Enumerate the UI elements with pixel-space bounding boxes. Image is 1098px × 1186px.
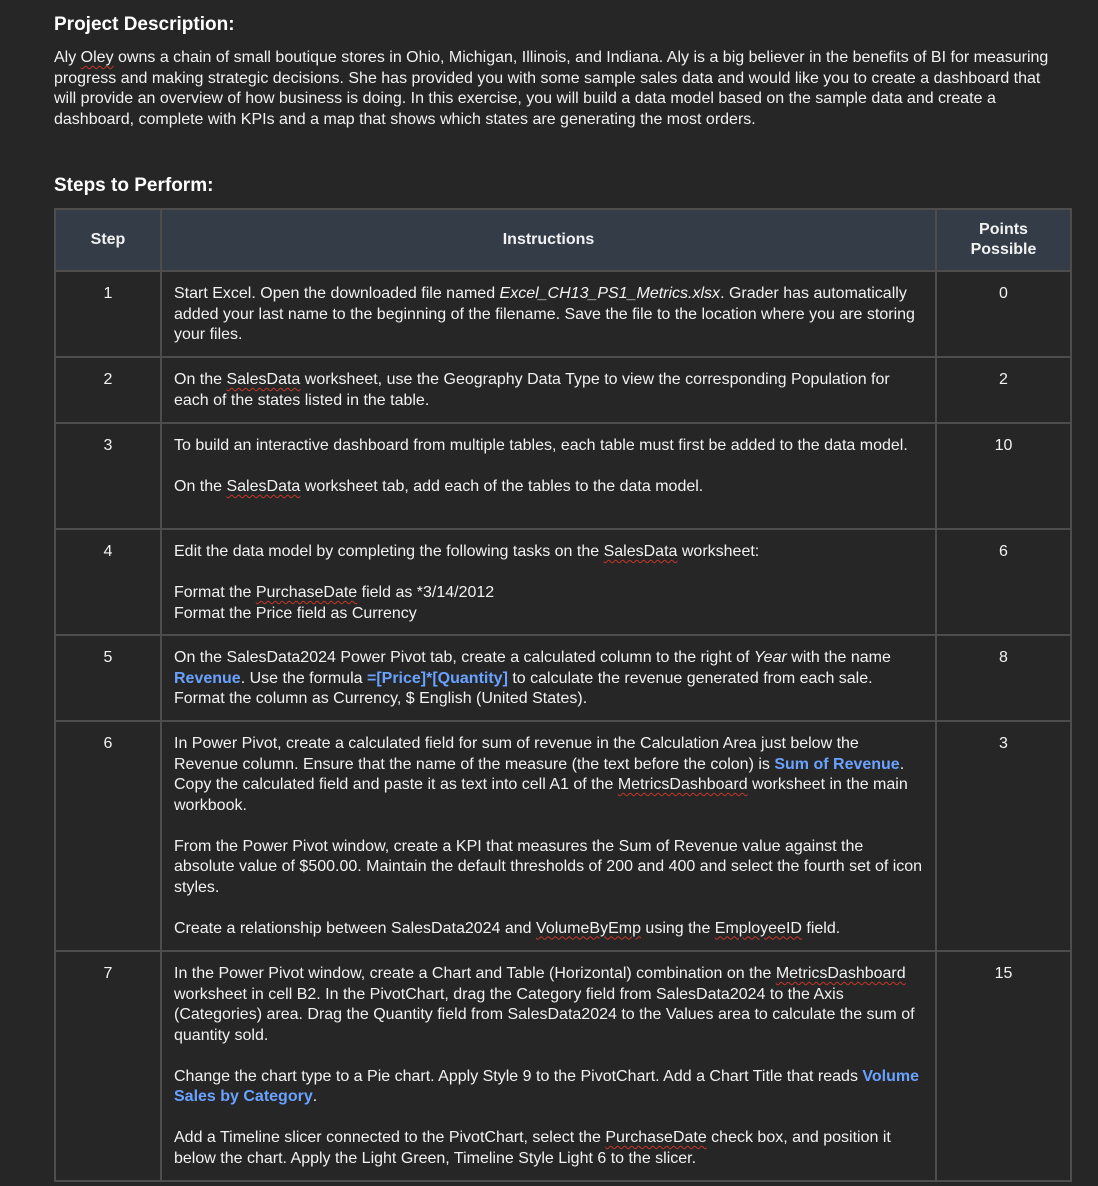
instruction-text: to calculate the revenue generated from each sale. Format the column as Currency, $ English (United States).	[174, 669, 873, 707]
header-step: Step	[55, 209, 161, 271]
points-value: 8	[936, 635, 1071, 721]
table-row	[55, 271, 1071, 357]
desc-name-misspelled: Oley	[80, 49, 114, 66]
worksheet-name: SalesData	[226, 371, 301, 388]
field-name: PurchaseDate	[255, 584, 358, 601]
instruction-text: with the name	[786, 649, 891, 666]
steps-table	[54, 208, 1072, 1182]
instruction-text: In the Power Pivot window, create a Chart and Table (Horizontal) combination on the	[174, 965, 776, 982]
instruction-text: Add a Timeline slicer connected to the PivotChart, select the	[174, 1129, 606, 1146]
instruction-text: check box, and position it below the chart. Apply the Light Green, Timeline Style Light 6 to the slicer.	[174, 1129, 891, 1167]
project-description	[54, 48, 1064, 130]
instruction-paragraph	[174, 734, 923, 816]
table-row	[55, 357, 1071, 423]
instruction-text: worksheet:	[677, 543, 760, 560]
instruction-paragraph	[174, 1067, 923, 1108]
instruction-cell	[161, 357, 936, 423]
points-value: 10	[936, 423, 1071, 529]
points-value: 6	[936, 529, 1071, 635]
desc-text: Aly	[54, 49, 81, 66]
table-row	[55, 721, 1071, 951]
instruction-text: worksheet in the main workbook.	[174, 776, 908, 814]
instruction-text: On the SalesData2024 Power Pivot tab, create a calculated column to the right of	[174, 649, 754, 666]
table-row	[55, 635, 1071, 721]
worksheet-name: SalesData	[226, 478, 301, 495]
worksheet-name: MetricsDashboard	[775, 965, 906, 982]
measure-name-highlight: Sum of Revenue	[774, 755, 900, 773]
instruction-text: worksheet, use the Geography Data Type to view the corresponding Population for each of the states listed in the table.	[174, 371, 890, 409]
worksheet-name: SalesData	[603, 543, 678, 560]
instruction-text: . Copy the calculated field and paste it as text into cell A1 of the	[174, 755, 905, 793]
file-name: Excel_CH13_PS1_Metrics.xlsx	[499, 285, 721, 302]
instruction-text: Create a relationship between SalesData2024 and	[174, 919, 537, 937]
points-value: 15	[936, 951, 1071, 1181]
step-number: 2	[55, 357, 161, 423]
table-header-row	[55, 209, 1071, 271]
instruction-text: field as *3/14/2012	[357, 584, 495, 601]
step-number: 1	[55, 271, 161, 357]
instruction-paragraph: To build an interactive dashboard from multiple tables, each table must first be added to the data model.	[174, 437, 908, 454]
field-name: PurchaseDate	[605, 1129, 707, 1146]
instruction-text: worksheet tab, add each of the tables to the data model.	[300, 478, 704, 495]
instruction-paragraph	[174, 964, 923, 1046]
instruction-text: using the	[640, 919, 715, 937]
instruction-text: worksheet in cell B2. In the PivotChart, drag the Category field from SalesData2024 to the Axis (Categories) area. Drag the Quantity field from SalesData2024 to the Values area to calculate the sum of quantity sold.	[174, 985, 915, 1044]
header-points	[936, 209, 1071, 271]
points-value: 3	[936, 721, 1071, 951]
table-name: VolumeByEmp	[536, 919, 641, 937]
instruction-text: field.	[801, 919, 841, 937]
instruction-cell	[161, 951, 936, 1181]
header-points-line1: Points	[979, 220, 1028, 238]
instruction-text: . Grader has automatically added your last name to the beginning of the filename. Save the file to the location where you are storing your files.	[174, 285, 915, 343]
instruction-text: Start Excel. Open the downloaded file named	[174, 285, 500, 302]
step-number: 4	[55, 529, 161, 635]
table-row	[55, 423, 1071, 529]
step-number: 7	[55, 951, 161, 1181]
instruction-text: On the	[174, 478, 227, 495]
instruction-cell	[161, 271, 936, 357]
instruction-text: Format the Price field as Currency	[174, 604, 417, 622]
instruction-cell	[161, 423, 936, 529]
instruction-cell	[161, 635, 936, 721]
points-value: 2	[936, 357, 1071, 423]
instruction-text: Format the	[174, 584, 256, 601]
instruction-paragraph	[174, 284, 923, 346]
revenue-highlight: Revenue	[174, 669, 241, 687]
table-row	[55, 951, 1071, 1181]
instruction-paragraph	[174, 1128, 923, 1169]
instruction-cell	[161, 721, 936, 951]
instruction-cell	[161, 529, 936, 635]
worksheet-name: MetricsDashboard	[617, 776, 748, 793]
instruction-text: On the	[174, 371, 227, 388]
header-instructions: Instructions	[161, 209, 936, 271]
instruction-paragraph	[174, 919, 923, 940]
instruction-text: Change the chart type to a Pie chart. Apply Style 9 to the PivotChart. Add a Chart Title that reads	[174, 1067, 863, 1085]
instruction-text: . Use the formula	[240, 669, 367, 687]
points-value: 0	[936, 271, 1071, 357]
step-number: 5	[55, 635, 161, 721]
step-number: 3	[55, 423, 161, 529]
column-name-italic: Year	[753, 649, 787, 666]
instruction-text: .	[312, 1088, 318, 1105]
desc-text: owns a chain of small boutique stores in Ohio, Michigan, Illinois, and Indiana. Aly is a big believer in the benefits of BI for measuring progress and making strategic decisions. She has provided you with some sample sales data and would like you to create a dashboard that will provide an overview of how business is doing. In this exercise, you will build a data model based on the sample data and create a dashboard, complete with KPIs and a map that shows which states are generating the most orders.	[54, 49, 1049, 128]
step-number: 6	[55, 721, 161, 951]
project-description-heading: Project Description:	[54, 14, 235, 35]
instruction-text: Edit the data model by completing the following tasks on the	[174, 543, 604, 560]
instruction-text: In Power Pivot, create a calculated field for sum of revenue in the Calculation Area just below the Revenue column. Ensure that the name of the measure (the text before the colon) is	[174, 735, 859, 773]
table-row	[55, 529, 1071, 635]
instruction-paragraph	[174, 370, 923, 411]
instruction-paragraph	[174, 648, 923, 710]
field-name: EmployeeID	[714, 919, 802, 937]
header-points-line2: Possible	[970, 241, 1037, 258]
instruction-paragraph	[174, 542, 923, 563]
instruction-paragraph	[174, 477, 923, 498]
steps-heading: Steps to Perform:	[54, 175, 214, 196]
instruction-paragraph	[174, 583, 923, 624]
formula-highlight: =[Price]*[Quantity]	[366, 669, 508, 687]
instruction-paragraph: From the Power Pivot window, create a KPI that measures the Sum of Revenue value against the absolute value of $500.00. Maintain the default thresholds of 200 and 400 and select the fourth set of icon styles.	[174, 837, 923, 896]
chart-title-highlight: Volume Sales by Category	[174, 1067, 919, 1105]
